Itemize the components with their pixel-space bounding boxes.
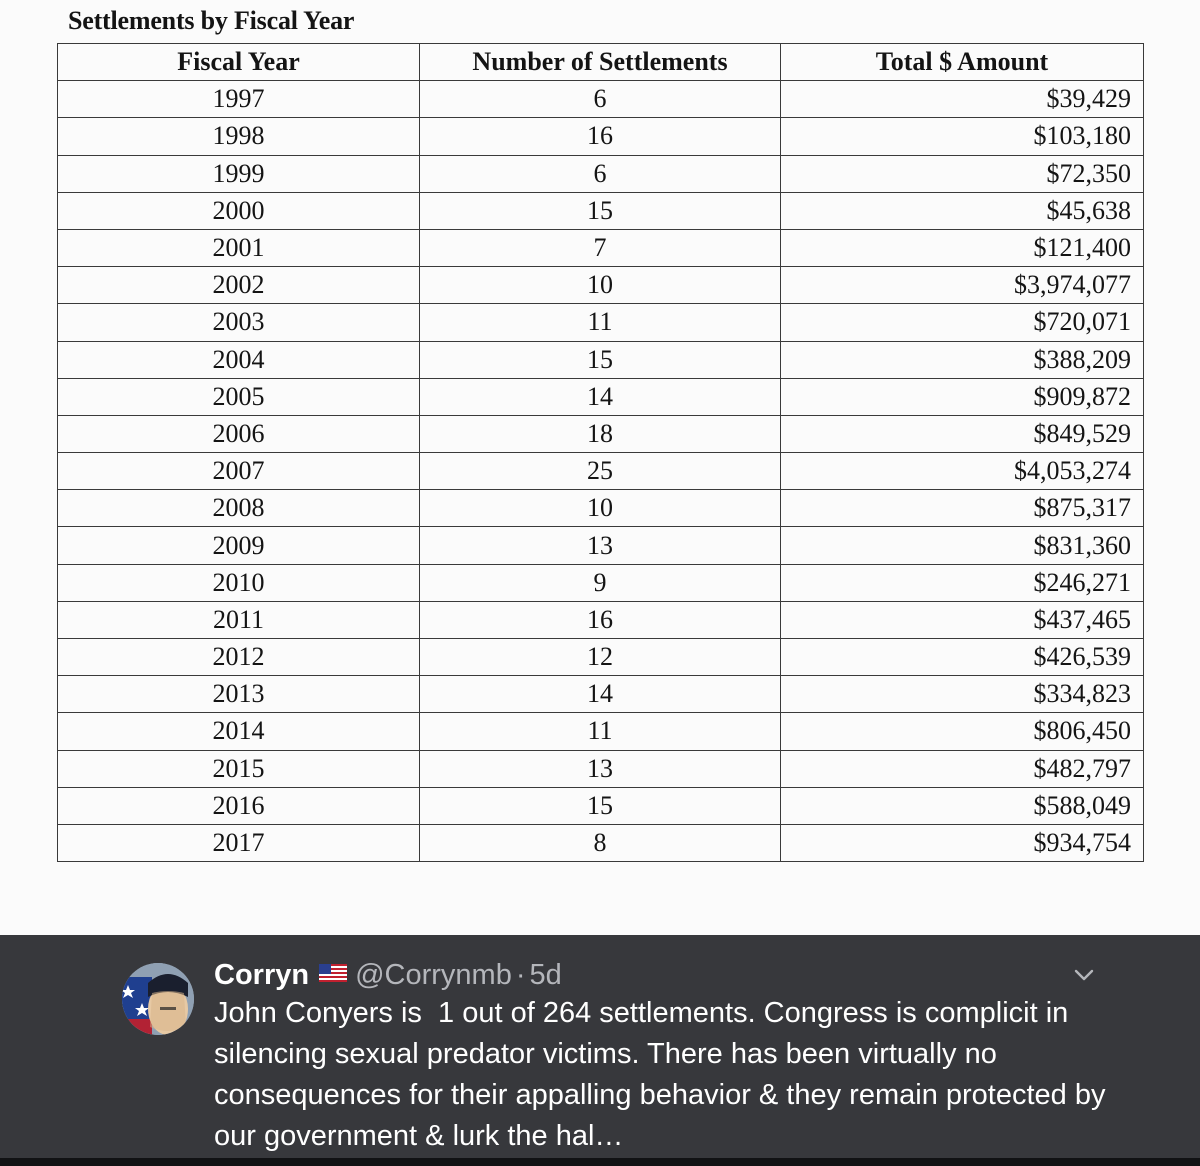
- settlement-count-cell: 6: [420, 81, 781, 118]
- table-row: [58, 824, 1144, 861]
- total-amount-cell: $103,180: [781, 118, 1144, 155]
- settlement-count-cell: 8: [420, 824, 781, 861]
- total-amount-cell: $45,638: [781, 192, 1144, 229]
- settlement-count-cell: 16: [420, 601, 781, 638]
- us-flag-icon: [319, 957, 347, 990]
- total-amount-cell: $39,429: [781, 81, 1144, 118]
- total-amount-cell: $831,360: [781, 527, 1144, 564]
- fiscal-year-cell: 2009: [58, 527, 420, 564]
- fiscal-year-cell: 1997: [58, 81, 420, 118]
- table-row: [58, 490, 1144, 527]
- table-row: [58, 713, 1144, 750]
- table-row: [58, 415, 1144, 452]
- settlement-count-cell: 13: [420, 527, 781, 564]
- table-row: [58, 453, 1144, 490]
- tweet-timestamp[interactable]: 5d: [529, 959, 562, 991]
- settlement-count-cell: 13: [420, 750, 781, 787]
- fiscal-year-cell: 1999: [58, 155, 420, 192]
- column-header-number-of-settlements: Number of Settlements: [420, 44, 781, 81]
- settlement-count-cell: 11: [420, 713, 781, 750]
- settlement-count-cell: 6: [420, 155, 781, 192]
- fiscal-year-cell: 2005: [58, 378, 420, 415]
- settlement-count-cell: 10: [420, 490, 781, 527]
- fiscal-year-cell: 1998: [58, 118, 420, 155]
- table-row: [58, 229, 1144, 266]
- total-amount-cell: $806,450: [781, 713, 1144, 750]
- settlements-table: [57, 43, 1144, 862]
- total-amount-cell: $388,209: [781, 341, 1144, 378]
- settlement-count-cell: 16: [420, 118, 781, 155]
- tweet-handle[interactable]: @Corrynmb: [355, 959, 512, 991]
- table-row: [58, 787, 1144, 824]
- settlement-count-cell: 11: [420, 304, 781, 341]
- total-amount-cell: $334,823: [781, 676, 1144, 713]
- total-amount-cell: $482,797: [781, 750, 1144, 787]
- table-row: [58, 118, 1144, 155]
- settlement-count-cell: 15: [420, 341, 781, 378]
- settlement-count-cell: 10: [420, 267, 781, 304]
- settlement-count-cell: 18: [420, 415, 781, 452]
- settlement-count-cell: 25: [420, 453, 781, 490]
- fiscal-year-cell: 2016: [58, 787, 420, 824]
- chevron-down-icon[interactable]: [1071, 965, 1097, 985]
- fiscal-year-cell: 2015: [58, 750, 420, 787]
- fiscal-year-cell: 2002: [58, 267, 420, 304]
- table-row: [58, 304, 1144, 341]
- column-header-fiscal-year: Fiscal Year: [58, 44, 420, 81]
- column-header-total-amount: Total $ Amount: [781, 44, 1144, 81]
- table-row: [58, 527, 1144, 564]
- tweet-meta-separator: ·: [515, 959, 526, 991]
- table-row: [58, 676, 1144, 713]
- total-amount-cell: $246,271: [781, 564, 1144, 601]
- total-amount-cell: $426,539: [781, 639, 1144, 676]
- fiscal-year-cell: 2011: [58, 601, 420, 638]
- tweet-card[interactable]: [0, 935, 1200, 1166]
- total-amount-cell: $849,529: [781, 415, 1144, 452]
- settlement-count-cell: 9: [420, 564, 781, 601]
- table-row: [58, 267, 1144, 304]
- fiscal-year-cell: 2017: [58, 824, 420, 861]
- tweet-author-name[interactable]: Corryn: [214, 959, 310, 991]
- document-title: Settlements by Fiscal Year: [68, 6, 355, 35]
- settlement-count-cell: 14: [420, 676, 781, 713]
- avatar[interactable]: [122, 963, 194, 1035]
- table-row: [58, 378, 1144, 415]
- tweet-text: John Conyers is 1 out of 264 settlements. Congress is complicit in silencing sexual predator victims. There has been virtually no consequences for their appalling behavior & they remain protected by our government & lurk the hal…: [214, 997, 1114, 1152]
- total-amount-cell: $4,053,274: [781, 453, 1144, 490]
- table-row: [58, 564, 1144, 601]
- settlement-count-cell: 14: [420, 378, 781, 415]
- fiscal-year-cell: 2006: [58, 415, 420, 452]
- table-row: [58, 81, 1144, 118]
- fiscal-year-cell: 2014: [58, 713, 420, 750]
- table-row: [58, 601, 1144, 638]
- total-amount-cell: $934,754: [781, 824, 1144, 861]
- tweet-bottom-edge: [0, 1158, 1200, 1166]
- fiscal-year-cell: 2004: [58, 341, 420, 378]
- settlement-count-cell: 12: [420, 639, 781, 676]
- table-row: [58, 192, 1144, 229]
- tweet-header: [214, 957, 562, 992]
- settlement-count-cell: 15: [420, 192, 781, 229]
- fiscal-year-cell: 2000: [58, 192, 420, 229]
- total-amount-cell: $437,465: [781, 601, 1144, 638]
- total-amount-cell: $72,350: [781, 155, 1144, 192]
- fiscal-year-cell: 2001: [58, 229, 420, 266]
- total-amount-cell: $909,872: [781, 378, 1144, 415]
- total-amount-cell: $588,049: [781, 787, 1144, 824]
- total-amount-cell: $3,974,077: [781, 267, 1144, 304]
- fiscal-year-cell: 2013: [58, 676, 420, 713]
- settlement-count-cell: 7: [420, 229, 781, 266]
- fiscal-year-cell: 2007: [58, 453, 420, 490]
- table-row: [58, 750, 1144, 787]
- table-row: [58, 155, 1144, 192]
- total-amount-cell: $720,071: [781, 304, 1144, 341]
- fiscal-year-cell: 2008: [58, 490, 420, 527]
- fiscal-year-cell: 2012: [58, 639, 420, 676]
- settlement-count-cell: 15: [420, 787, 781, 824]
- fiscal-year-cell: 2003: [58, 304, 420, 341]
- total-amount-cell: $875,317: [781, 490, 1144, 527]
- table-row: [58, 341, 1144, 378]
- total-amount-cell: $121,400: [781, 229, 1144, 266]
- table-row: [58, 639, 1144, 676]
- table-header-row: [58, 44, 1144, 81]
- fiscal-year-cell: 2010: [58, 564, 420, 601]
